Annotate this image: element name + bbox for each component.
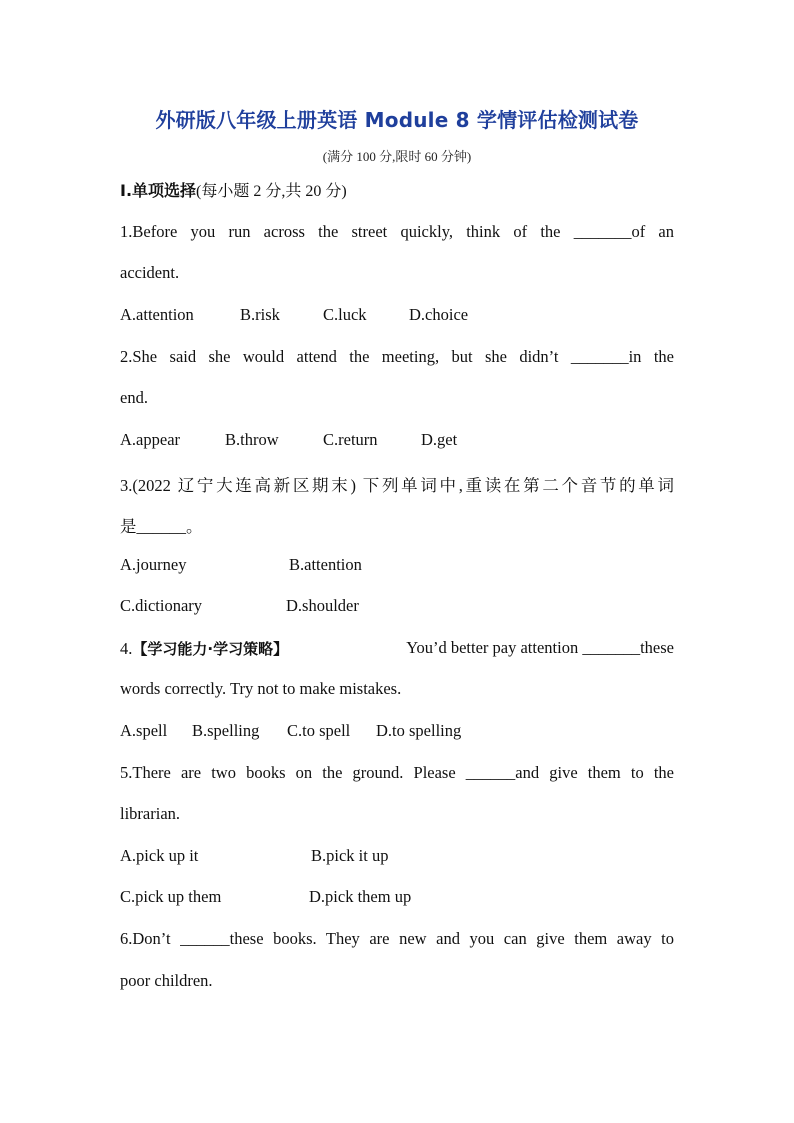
question-4-line-1 [120, 638, 674, 659]
question-6-line-2: poor children. [120, 971, 213, 990]
question-4-option-c: C.to spell [287, 721, 351, 740]
question-4-option-a: A.spell [120, 721, 168, 740]
question-5-option-c: C.pick up them [120, 887, 222, 906]
question-2-option-a: A.appear [120, 430, 181, 449]
question-2-line-2: end. [120, 388, 148, 407]
question-3-line-1: 3.(2022 辽宁大连高新区期末) 下列单词中,重读在第二个音节的单词 [120, 476, 674, 495]
question-1-option-d: D.choice [409, 305, 469, 324]
section-heading [120, 178, 347, 201]
question-2-line-1: 2.She said she would attend the meeting, but she didn’t _______in the [120, 347, 674, 366]
question-4-text: You’d better pay attention _______these [406, 638, 674, 657]
question-3-option-b: B.attention [289, 555, 362, 574]
question-3-option-d: D.shoulder [286, 596, 359, 615]
section-heading-note: (每小题 2 分,共 20 分) [196, 183, 347, 200]
question-5-line-1: 5.There are two books on the ground. Please ______and give them to the [120, 763, 674, 782]
question-1-option-a: A.attention [120, 305, 194, 324]
question-2-option-b: B.throw [225, 430, 279, 449]
question-2-option-c: C.return [323, 430, 378, 449]
question-4-lead [120, 638, 288, 659]
question-4-option-b: B.spelling [192, 721, 260, 740]
question-1-line-2: accident. [120, 263, 180, 282]
question-4-number: 4. [120, 639, 133, 658]
page-title: 外研版八年级上册英语 Module 8 学情评估检测试卷 [155, 108, 639, 132]
question-3-option-a: A.journey [120, 555, 187, 574]
question-4-option-d: D.to spelling [376, 721, 462, 740]
question-6-line-1: 6.Don’t ______these books. They are new and you can give them away to [120, 929, 674, 948]
question-5-line-2: librarian. [120, 804, 181, 823]
question-1-option-c: C.luck [323, 305, 367, 324]
question-5-option-d: D.pick them up [309, 887, 412, 906]
question-1-line-1: 1.Before you run across the street quickly, think of the _______of an [120, 222, 674, 241]
question-4-tag: 【学习能力·学习策略】 [132, 640, 289, 658]
question-5-option-b: B.pick it up [311, 846, 389, 865]
page-subtitle: (满分 100 分,限时 60 分钟) [322, 149, 472, 164]
question-4-line-2: words correctly. Try not to make mistakes. [120, 679, 402, 698]
question-5-option-a: A.pick up it [120, 846, 199, 865]
question-1-option-b: B.risk [240, 305, 280, 324]
question-3-option-c: C.dictionary [120, 596, 203, 615]
section-heading-label: Ⅰ.单项选择 [120, 181, 197, 200]
question-3-line-2: 是______。 [120, 517, 203, 536]
question-2-option-d: D.get [421, 430, 458, 449]
